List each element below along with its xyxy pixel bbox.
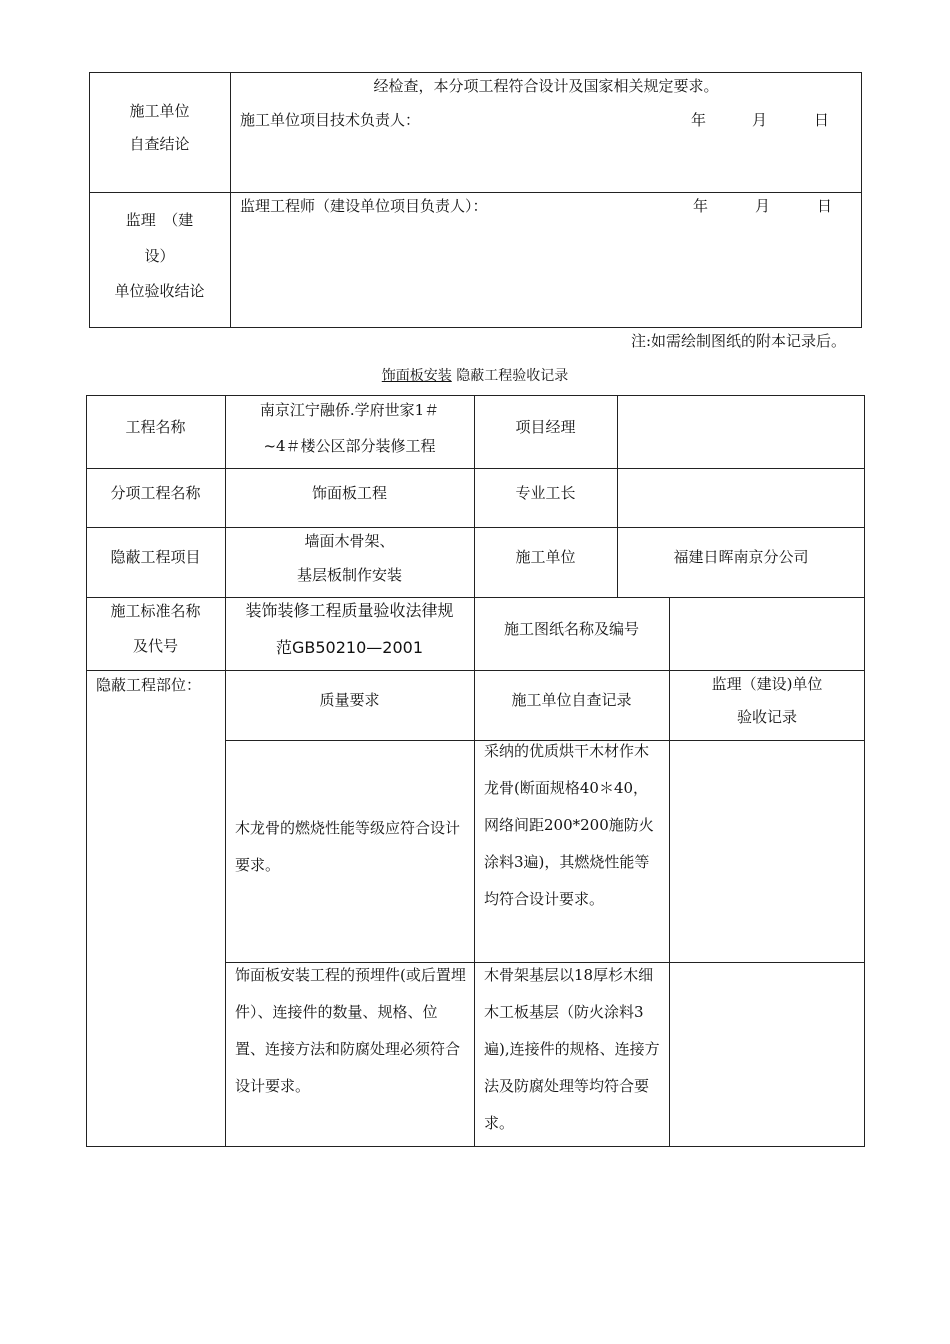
record-hline (86, 597, 865, 598)
hidden-item-label: 隐蔽工程项目 (110, 548, 201, 566)
upper-table-row-divider (89, 192, 862, 193)
date-year: 年 (691, 111, 707, 129)
foreman-label: 专业工长 (515, 484, 576, 502)
contractor-label: 施工单位 (515, 548, 576, 566)
requirement-1: 木龙骨的燃烧性能等级应符合设计要求。 (235, 819, 461, 874)
date-year-2: 年 (693, 197, 709, 215)
record-table (86, 395, 865, 1147)
project-name-value-2: ~4＃楼公区部分装修工程 (263, 437, 436, 455)
date-day: 日 (814, 111, 830, 129)
col-supervision-2: 验收记录 (736, 708, 797, 726)
self-check-label-2: 自查结论 (129, 135, 190, 153)
supervision-label-3: 单位验收结论 (114, 282, 205, 300)
col-supervision-1: 监理（建设)单位 (711, 675, 823, 693)
upper-table-divider (230, 72, 231, 328)
self-record-2: 木骨架基层以18厚杉木细木工板基层（防火涂料3遍),连接件的规格、连接方法及防腐处理等均符合要求。 (484, 966, 660, 1132)
drawing-label: 施工图纸名称及编号 (503, 620, 639, 638)
project-name-label: 工程名称 (125, 418, 186, 436)
sub-project-value: 饰面板工程 (311, 484, 387, 502)
contractor-value: 福建日晖南京分公司 (673, 548, 809, 566)
note: 注:如需绘制图纸的附本记录后。 (630, 332, 846, 350)
record-title-part1: 饰面板安装 (381, 368, 452, 384)
record-vline (225, 395, 226, 1147)
supervision-label-2: 设） (144, 247, 175, 265)
record-hline (86, 468, 865, 469)
standard-label-1: 施工标准名称 (110, 602, 201, 620)
supervision-label-1: 监理 （建 (125, 211, 194, 229)
record-hline (86, 670, 865, 671)
hidden-item-value-2: 基层板制作安装 (296, 566, 402, 584)
location-label: 隐蔽工程部位： (96, 676, 202, 694)
requirement-2: 饰面板安装工程的预埋件(或后置埋件）、连接件的数量、规格、位置、连接方法和防腐处理必须符合设计要求。 (235, 966, 466, 1095)
record-title-part2: 隐蔽工程验收记录 (456, 368, 569, 384)
hidden-item-value-1: 墙面木骨架、 (304, 532, 395, 550)
standard-value-2: 范GB50210—2001 (276, 638, 423, 657)
supervisor-label: 监理工程师（建设单位项目负责人）： (240, 197, 488, 215)
col-self-record: 施工单位自查记录 (511, 691, 632, 709)
record-hline (86, 527, 865, 528)
self-check-label-1: 施工单位 (129, 102, 190, 120)
project-name-value-1: 南京江宁融侨.学府世家1＃ (259, 401, 440, 419)
date-day-2: 日 (817, 197, 833, 215)
record-title (0, 366, 950, 386)
date-month: 月 (752, 111, 768, 129)
sub-project-label: 分项工程名称 (110, 484, 201, 502)
self-check-statement: 经检查，本分项工程符合设计及国家相关规定要求。 (373, 77, 719, 95)
tech-lead-label: 施工单位项目技术负责人： (240, 111, 421, 129)
standard-label-2: 及代号 (132, 637, 178, 655)
self-record-1: 采纳的优质烘干木材作木龙骨(断面规格40＊40，网络间距200*200施防火涂料3遍)，其燃烧性能等均符合设计要求。 (484, 742, 654, 908)
date-month-2: 月 (755, 197, 771, 215)
record-vline (474, 395, 475, 1147)
standard-value-1: 装饰装修工程质量验收法律规 (245, 601, 454, 620)
col-quality: 质量要求 (319, 691, 380, 709)
project-manager-label: 项目经理 (515, 418, 576, 436)
